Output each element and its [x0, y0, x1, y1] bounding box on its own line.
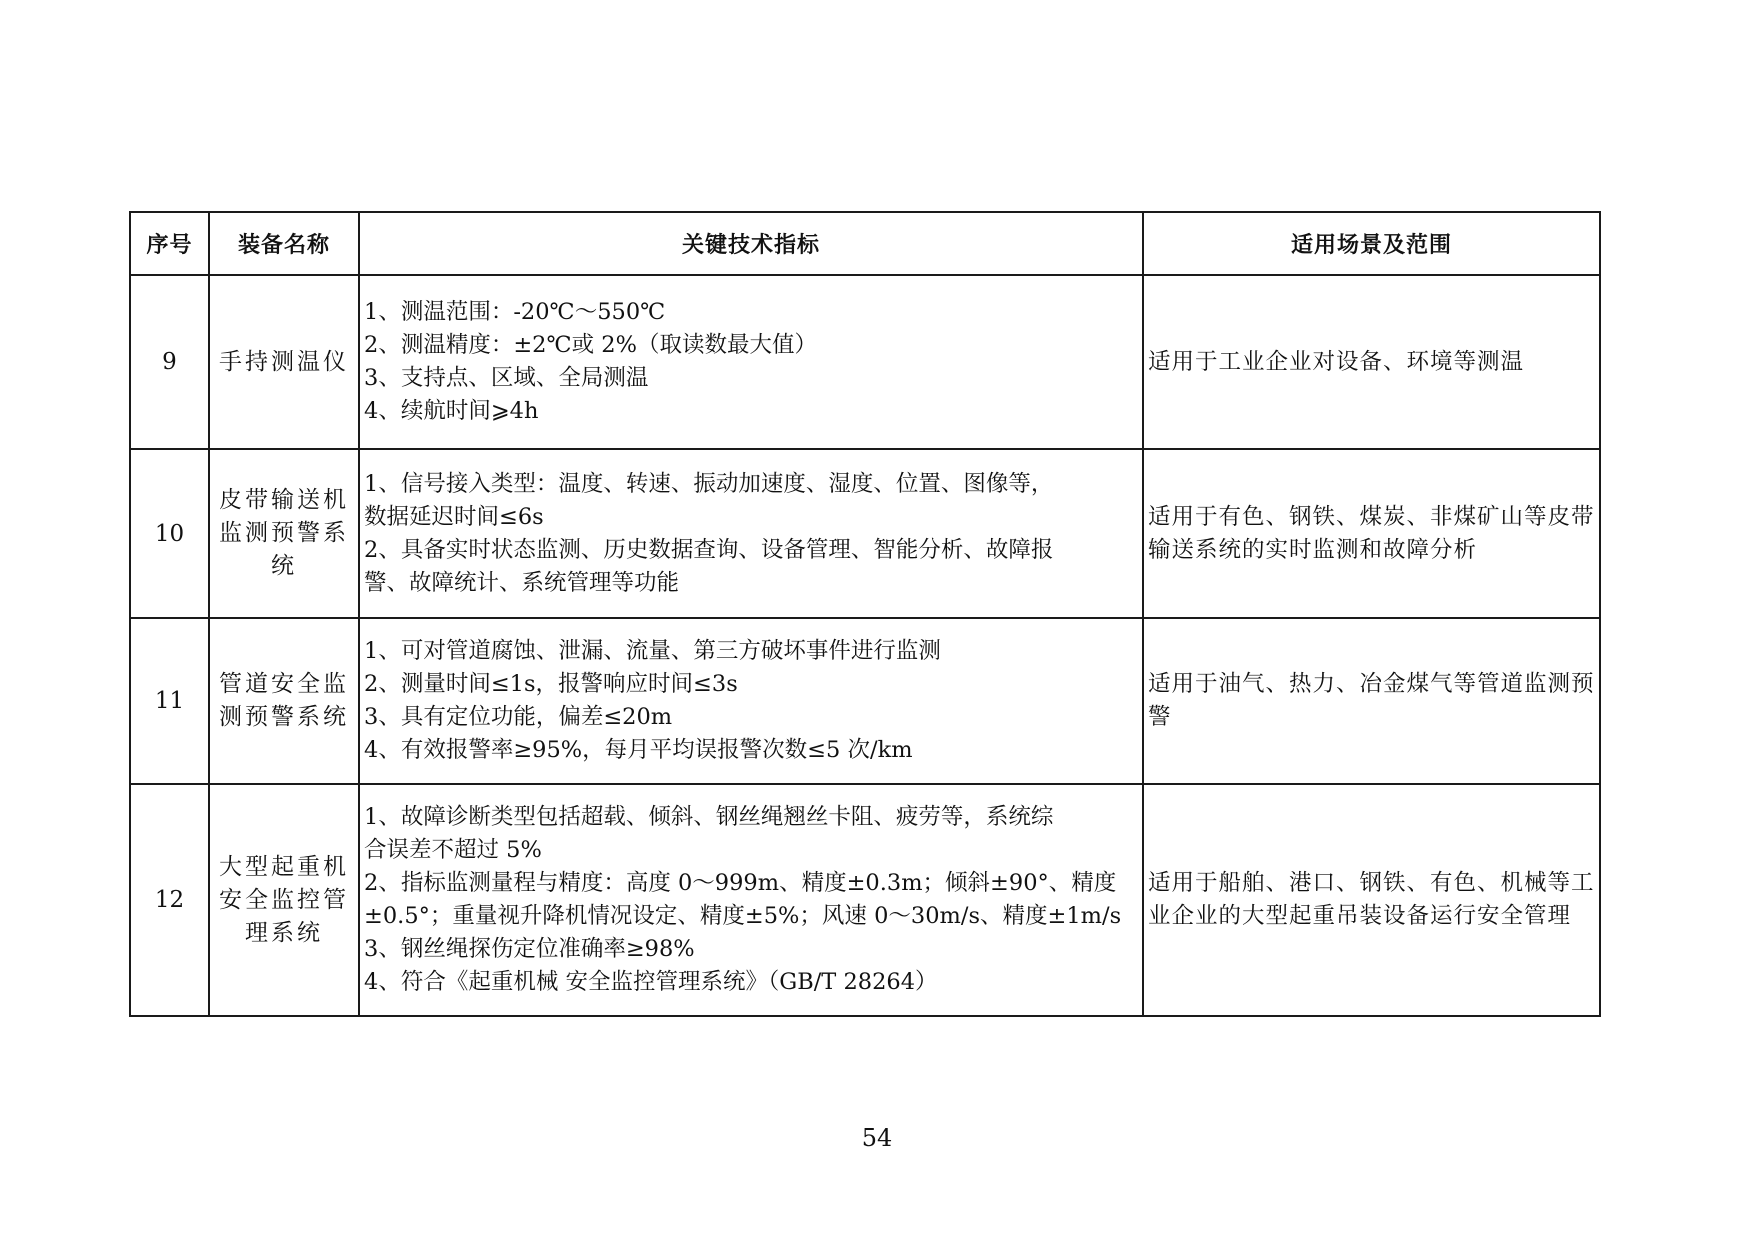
equipment-name-text: 皮带输送机监测预警系统 [219, 487, 349, 579]
spec-line: 2、指标监测量程与精度：高度 0～999m、精度±0.3m；倾斜±90°、精度 [364, 870, 1117, 896]
spec-line: 1、故障诊断类型包括超载、倾斜、钢丝绳翘丝卡阻、疲劳等，系统综 [364, 804, 1054, 830]
equipment-name-text: 管道安全监测预警系统 [219, 671, 349, 730]
scope-text: 适用于工业企业对设备、环境等测温 [1148, 348, 1525, 375]
technical-specs [359, 449, 1143, 618]
spec-line: 合误差不超过 5% [364, 837, 542, 863]
application-scope [1143, 618, 1600, 784]
technical-specs [359, 275, 1143, 449]
header-scope: 适用场景及范围 [1143, 212, 1600, 275]
spec-line: ±0.5°；重量视升降机情况设定、精度±5%；风速 0～30m/s、精度±1m/s [364, 903, 1122, 929]
equipment-name [209, 449, 359, 618]
application-scope [1143, 449, 1600, 618]
application-scope [1143, 784, 1600, 1016]
header-no: 序号 [130, 212, 209, 275]
spec-line: 2、测温精度：±2℃或 2%（取读数最大值） [364, 332, 817, 358]
spec-line: 1、可对管道腐蚀、泄漏、流量、第三方破坏事件进行监测 [364, 638, 941, 664]
equipment-name [209, 275, 359, 449]
spec-line: 警、故障统计、系统管理等功能 [364, 569, 680, 596]
scope-text: 适用于有色、钢铁、煤炭、非煤矿山等皮带输送系统的实时监测和故障分析 [1148, 503, 1595, 563]
spec-line: 数据延迟时间≤6s [364, 503, 544, 530]
spec-line: 4、符合《起重机械 安全监控管理系统》（GB/T 28264） [364, 969, 938, 995]
row-number: 12 [130, 784, 209, 1016]
equipment-name-text: 手持测温仪 [219, 348, 349, 375]
table-header-row [130, 212, 1600, 275]
spec-line: 4、续航时间⩾4h [364, 398, 539, 424]
spec-line: 3、具有定位功能，偏差≤20m [364, 704, 673, 730]
equipment-name [209, 618, 359, 784]
row-number: 9 [130, 275, 209, 449]
equipment-name-text: 大型起重机安全监控管理系统 [219, 853, 349, 946]
spec-line: 1、测温范围：-20℃～550℃ [364, 299, 666, 325]
page-number: 54 [861, 1124, 893, 1152]
spec-line: 4、有效报警率≥95%，每月平均误报警次数≤5 次/km [364, 737, 913, 763]
spec-line: 2、具备实时状态监测、历史数据查询、设备管理、智能分析、故障报 [364, 536, 1054, 563]
scope-text: 适用于油气、热力、冶金煤气等管道监测预警 [1148, 671, 1595, 730]
table-row [130, 275, 1600, 449]
spec-line: 3、支持点、区域、全局测温 [364, 365, 649, 391]
spec-line: 1、信号接入类型：温度、转速、振动加速度、湿度、位置、图像等， [364, 470, 1054, 497]
table-row [130, 449, 1600, 618]
header-spec: 关键技术指标 [359, 212, 1143, 275]
equipment-name [209, 784, 359, 1016]
technical-specs [359, 618, 1143, 784]
equipment-table [129, 211, 1601, 1017]
row-number: 10 [130, 449, 209, 618]
table-row [130, 784, 1600, 1016]
technical-specs [359, 784, 1143, 1016]
spec-line: 3、钢丝绳探伤定位准确率≥98% [364, 936, 695, 962]
header-name: 装备名称 [209, 212, 359, 275]
spec-line: 2、测量时间≤1s，报警响应时间≤3s [364, 671, 738, 697]
scope-text: 适用于船舶、港口、钢铁、有色、机械等工业企业的大型起重吊装设备运行安全管理 [1148, 870, 1595, 929]
row-number: 11 [130, 618, 209, 784]
application-scope [1143, 275, 1600, 449]
table-row [130, 618, 1600, 784]
